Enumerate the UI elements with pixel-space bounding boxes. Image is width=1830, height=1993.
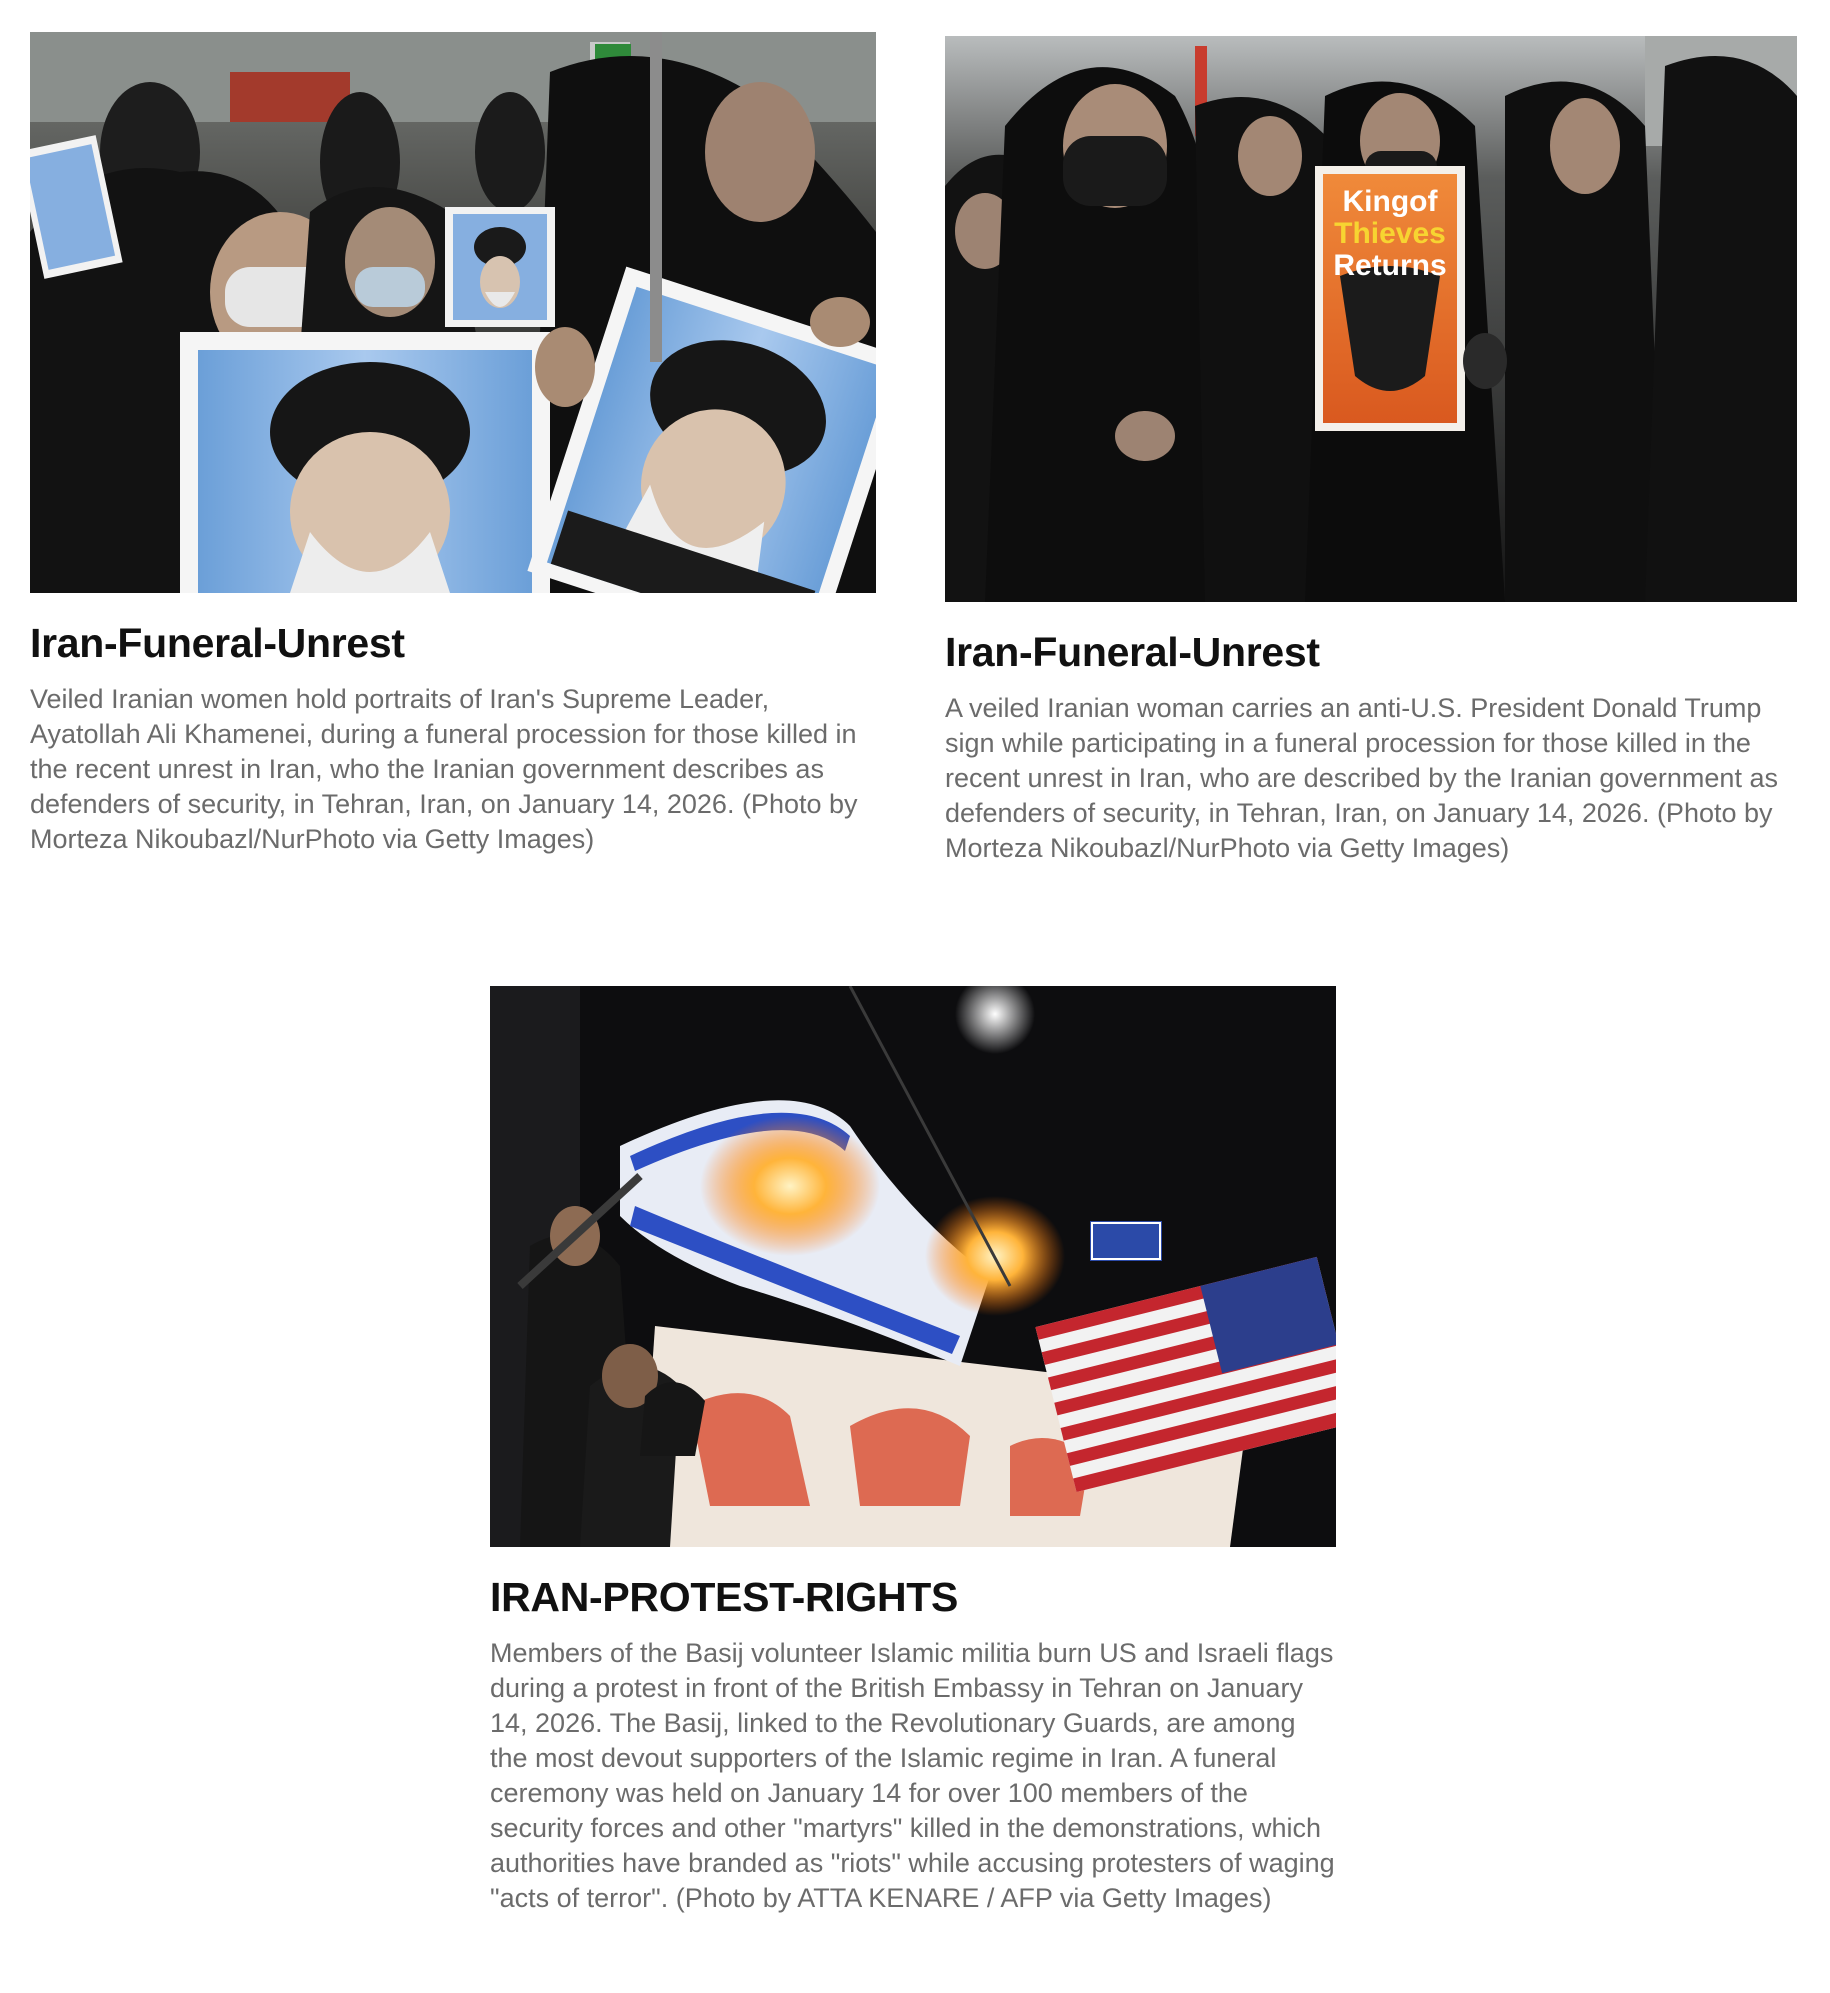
photo-card-1 — [30, 32, 876, 857]
card-title[interactable]: Iran-Funeral-Unrest — [30, 620, 405, 666]
sign-line-1: Kingof — [1342, 185, 1438, 218]
card-title[interactable]: IRAN-PROTEST-RIGHTS — [490, 1574, 959, 1620]
photo-women-with-portraits[interactable] — [30, 32, 876, 593]
photo-illustration — [30, 32, 876, 593]
sign-line-2: Thieves — [1334, 217, 1446, 250]
photo-card-2 — [945, 36, 1797, 866]
photo-illustration — [490, 986, 1336, 1547]
card-caption: Members of the Basij volunteer Islamic militia burn US and Israeli flags during a protest in front of the British Embassy in Tehran on January 14, 2026. The Basij, linked to the Revolutionary Guards, are among the most devout supporters of the Islamic regime in Iran. A funeral ceremony was held on January 14 for over 100 members of the security forces and other "martyrs" killed in the demonstrations, which authorities have branded as "riots" while accusing protesters of waging "acts of terror". (Photo by ATTA KENARE / AFP via Getty Images) — [490, 1638, 1335, 1914]
sign-line-3: Returns — [1333, 249, 1447, 282]
photo-burning-flags[interactable] — [490, 986, 1336, 1547]
card-caption: A veiled Iranian woman carries an anti-U.S. President Donald Trump sign while participating in a funeral procession for those killed in the recent unrest in Iran, who are described by the Iranian government as defenders of security, in Tehran, Iran, on January 14, 2026. (Photo by Morteza Nikoubazl/NurPhoto via Getty Images) — [945, 693, 1778, 864]
card-caption: Veiled Iranian women hold portraits of Iran's Supreme Leader, Ayatollah Ali Khamenei, during a funeral procession for those killed in the recent unrest in Iran, who the Iranian government describes as defenders of security, in Tehran, Iran, on January 14, 2026. (Photo by Morteza Nikoubazl/NurPhoto via Getty Images) — [30, 684, 858, 855]
photo-illustration — [945, 36, 1797, 602]
photo-woman-with-sign[interactable] — [945, 36, 1797, 602]
photo-card-3 — [490, 986, 1336, 1916]
card-title[interactable]: Iran-Funeral-Unrest — [945, 629, 1320, 675]
